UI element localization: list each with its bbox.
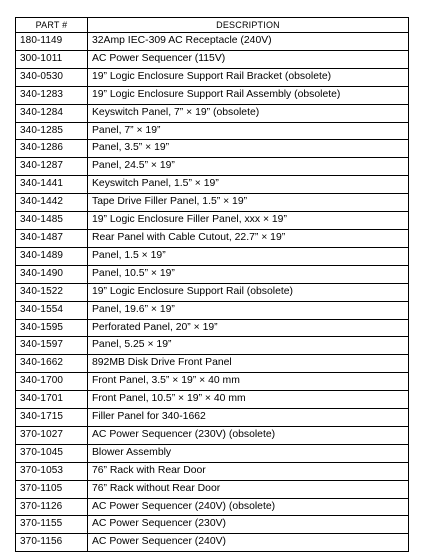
table-row xyxy=(16,104,409,122)
table-row xyxy=(16,426,409,444)
table-row xyxy=(16,265,409,283)
part-number-cell: 340-1287 xyxy=(16,158,88,176)
part-number-cell: 370-1155 xyxy=(16,516,88,534)
description-cell: 19” Logic Enclosure Support Rail Bracket (obsolete) xyxy=(88,68,409,86)
table-row xyxy=(16,409,409,427)
part-number-cell: 340-1487 xyxy=(16,229,88,247)
description-cell: AC Power Sequencer (240V) (obsolete) xyxy=(88,498,409,516)
description-cell: Perforated Panel, 20” × 19” xyxy=(88,319,409,337)
table-row xyxy=(16,319,409,337)
part-number-cell: 340-1522 xyxy=(16,283,88,301)
table-row xyxy=(16,462,409,480)
table-row xyxy=(16,337,409,355)
table-row xyxy=(16,283,409,301)
description-cell: 19” Logic Enclosure Filler Panel, xxx × 19” xyxy=(88,212,409,230)
part-number-cell: 340-1285 xyxy=(16,122,88,140)
table-row xyxy=(16,194,409,212)
description-cell: 76” Rack without Rear Door xyxy=(88,480,409,498)
table-row xyxy=(16,176,409,194)
table-row xyxy=(16,444,409,462)
header-row xyxy=(16,18,409,33)
description-cell: 32Amp IEC-309 AC Receptacle (240V) xyxy=(88,33,409,51)
description-cell: Filler Panel for 340-1662 xyxy=(88,409,409,427)
part-number-cell: 340-1597 xyxy=(16,337,88,355)
description-cell: AC Power Sequencer (115V) xyxy=(88,50,409,68)
table-row xyxy=(16,534,409,552)
part-number-cell: 370-1126 xyxy=(16,498,88,516)
description-header: DESCRIPTION xyxy=(88,18,409,33)
part-number-cell: 340-1283 xyxy=(16,86,88,104)
description-cell: Keyswitch Panel, 7” × 19” (obsolete) xyxy=(88,104,409,122)
part-number-cell: 340-1715 xyxy=(16,409,88,427)
part-number-cell: 340-1441 xyxy=(16,176,88,194)
part-number-cell: 340-1700 xyxy=(16,373,88,391)
part-number-cell: 340-1489 xyxy=(16,247,88,265)
table-row xyxy=(16,33,409,51)
table-body xyxy=(16,33,409,552)
table-row xyxy=(16,86,409,104)
description-cell: Panel, 19.6” × 19” xyxy=(88,301,409,319)
part-number-cell: 340-1490 xyxy=(16,265,88,283)
part-number-cell: 370-1027 xyxy=(16,426,88,444)
description-cell: Panel, 5.25 × 19” xyxy=(88,337,409,355)
description-cell: Front Panel, 3.5” × 19” × 40 mm xyxy=(88,373,409,391)
part-number-cell: 370-1105 xyxy=(16,480,88,498)
part-number-cell: 370-1156 xyxy=(16,534,88,552)
part-number-cell: 340-1442 xyxy=(16,194,88,212)
description-cell: 892MB Disk Drive Front Panel xyxy=(88,355,409,373)
part-number-header: PART # xyxy=(16,18,88,33)
table-row xyxy=(16,498,409,516)
table-row xyxy=(16,373,409,391)
description-cell: Blower Assembly xyxy=(88,444,409,462)
description-cell: Panel, 7” × 19” xyxy=(88,122,409,140)
parts-table xyxy=(15,17,409,552)
table-row xyxy=(16,140,409,158)
description-cell: Panel, 24.5” × 19” xyxy=(88,158,409,176)
description-cell: Rear Panel with Cable Cutout, 22.7” × 19” xyxy=(88,229,409,247)
description-cell: 19” Logic Enclosure Support Rail (obsolete) xyxy=(88,283,409,301)
part-number-cell: 340-1701 xyxy=(16,391,88,409)
table-row xyxy=(16,122,409,140)
description-cell: 19” Logic Enclosure Support Rail Assembly (obsolete) xyxy=(88,86,409,104)
part-number-cell: 340-1286 xyxy=(16,140,88,158)
description-cell: Front Panel, 10.5” × 19” × 40 mm xyxy=(88,391,409,409)
part-number-cell: 340-1554 xyxy=(16,301,88,319)
table-row xyxy=(16,50,409,68)
table-row xyxy=(16,158,409,176)
part-number-cell: 340-1662 xyxy=(16,355,88,373)
part-number-cell: 340-1284 xyxy=(16,104,88,122)
description-cell: Panel, 1.5 × 19” xyxy=(88,247,409,265)
part-number-cell: 180-1149 xyxy=(16,33,88,51)
table-row xyxy=(16,480,409,498)
table-row xyxy=(16,516,409,534)
description-cell: Tape Drive Filler Panel, 1.5” × 19” xyxy=(88,194,409,212)
table-row xyxy=(16,229,409,247)
part-number-cell: 340-0530 xyxy=(16,68,88,86)
table-row xyxy=(16,212,409,230)
part-number-cell: 370-1053 xyxy=(16,462,88,480)
description-cell: Keyswitch Panel, 1.5” × 19” xyxy=(88,176,409,194)
table-row xyxy=(16,355,409,373)
description-cell: AC Power Sequencer (230V) (obsolete) xyxy=(88,426,409,444)
table-row xyxy=(16,68,409,86)
description-cell: 76” Rack with Rear Door xyxy=(88,462,409,480)
part-number-cell: 340-1595 xyxy=(16,319,88,337)
description-cell: AC Power Sequencer (230V) xyxy=(88,516,409,534)
description-cell: Panel, 3.5” × 19” xyxy=(88,140,409,158)
part-number-cell: 370-1045 xyxy=(16,444,88,462)
table-row xyxy=(16,301,409,319)
table-row xyxy=(16,247,409,265)
part-number-cell: 300-1011 xyxy=(16,50,88,68)
description-cell: Panel, 10.5” × 19” xyxy=(88,265,409,283)
description-cell: AC Power Sequencer (240V) xyxy=(92,536,226,548)
table-row xyxy=(16,391,409,409)
part-number-cell: 340-1485 xyxy=(16,212,88,230)
